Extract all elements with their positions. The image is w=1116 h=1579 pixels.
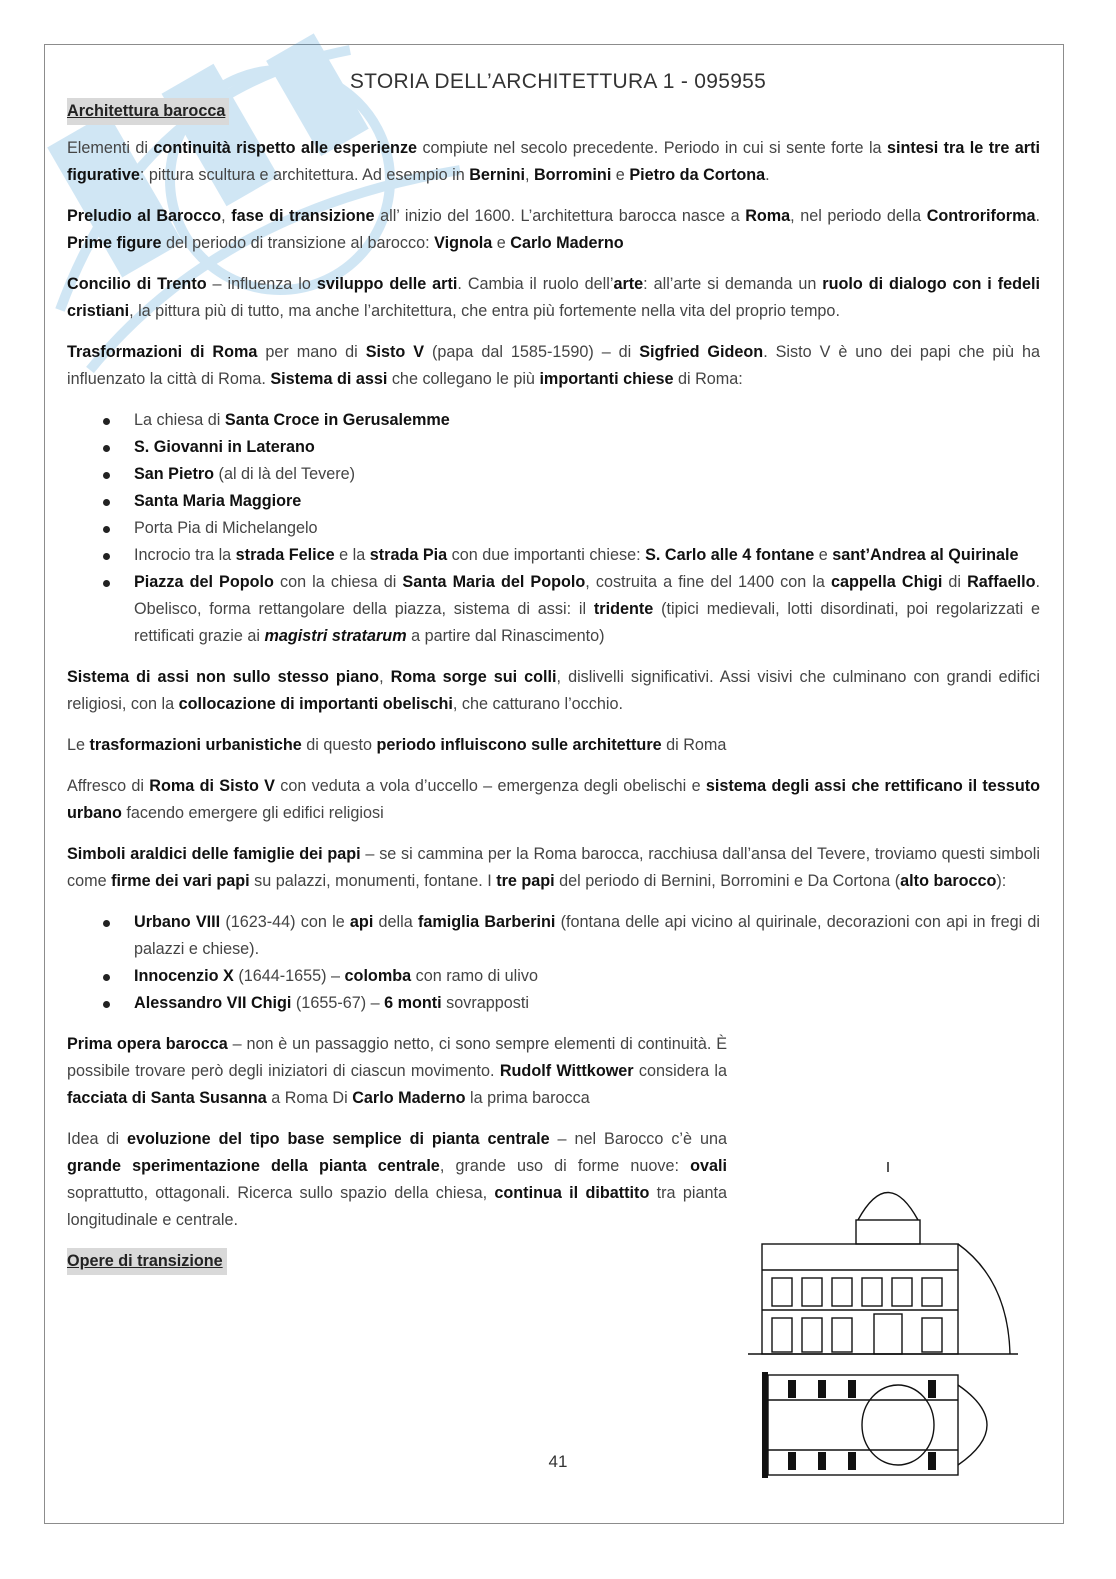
churches-list [67, 407, 1040, 650]
paragraph-sistema-assi: Sistema di assi non sullo stesso piano, Roma sorge sui colli, dislivelli significativi. Assi visivi che culminano con grandi edifici religiosi, con la collocazione di importanti obelischi, che catturano l’occhio. [67, 668, 1040, 713]
paragraph-pianta-centrale: Idea di evoluzione del tipo base semplice di pianta centrale – nel Barocco c’è una grande sperimentazione della pianta centrale, grande uso di forme nuove: ovali soprattutto, ottagonali. Ricerca sullo spazio della chiesa, continua il dibattito tra pianta longitudinale e centrale. [67, 1130, 727, 1229]
list-item: Piazza del Popolo con la chiesa di Santa Maria del Popolo, costruita a fine del 1400 con la cappella Chigi di Raffaello. Obelisco, forma rettangolare della piazza, sistema di assi: il tridente (tipici medievali, lotti disordinati, poi regolarizzati e rettificati grazie ai magistri stratarum a partire dal Rinascimento) [134, 569, 1040, 650]
document-body [67, 98, 1040, 1285]
list-item: Alessandro VII Chigi (1655-67) – 6 monti sovrapposti [134, 990, 1040, 1017]
paragraph-trasformazioni-urbanistiche: Le trasformazioni urbanistiche di questo periodo influiscono sulle architetture di Roma [67, 736, 727, 754]
paragraph-affresco: Affresco di Roma di Sisto V con veduta a vola d’uccello – emergenza degli obelischi e sistema degli assi che rettificano il tessuto urbano facendo emergere gli edifici religiosi [67, 777, 1040, 822]
list-item: Innocenzio X (1644-1655) – colomba con ramo di ulivo [134, 963, 1040, 990]
paragraph-continuita: Elementi di continuità rispetto alle esperienze compiute nel secolo precedente. Periodo in cui si sente forte la sintesi tra le tre arti figurative: pittura scultura e architettura. Ad esempio in Bernini, Borromini e Pietro da Cortona. [67, 139, 1040, 184]
list-item: Incrocio tra la strada Felice e la strada Pia con due importanti chiese: S. Carlo alle 4 fontane e sant’Andrea al Quirinale [134, 542, 1040, 569]
popes-list [67, 909, 1040, 1017]
list-item: Porta Pia di Michelangelo [134, 515, 1040, 542]
page-header: STORIA DELL’ARCHITETTURA 1 - 095955 [349, 70, 767, 93]
list-item: S. Giovanni in Laterano [134, 434, 1040, 461]
list-item: Urbano VIII (1623-44) con le api della famiglia Barberini (fontana delle api vicino al quirinale, decorazioni con api in fregi di palazzi e chiese). [134, 909, 1040, 963]
section-title-architettura-barocca: Architettura barocca [67, 98, 229, 125]
paragraph-simboli-araldici: Simboli araldici delle famiglie dei papi – se si cammina per la Roma barocca, racchiusa dall’ansa del Tevere, troviamo questi simboli come firme dei vari papi su palazzi, monumenti, fontane. I tre papi del periodo di Bernini, Borromini e Da Cortona (alto barocco): [67, 845, 1040, 890]
section-title-opere-transizione: Opere di transizione [67, 1248, 227, 1275]
list-item: Santa Maria Maggiore [134, 488, 1040, 515]
paragraph-preludio: Preludio al Barocco, fase di transizione all’ inizio del 1600. L’architettura barocca nasce a Roma, nel periodo della Controriforma. Prime figure del periodo di transizione al barocco: Vignola e Carlo Maderno [67, 207, 1041, 252]
paragraph-concilio: Concilio di Trento – influenza lo sviluppo delle arti. Cambia il ruolo dell’arte: all’arte si demanda un ruolo di dialogo con i fedeli cristiani, la pittura più di tutto, ma anche l’architettura, che entra più fortemente nella vita del proprio tempo. [67, 275, 1041, 320]
page-number: 41 [548, 1452, 568, 1471]
paragraph-prima-opera: Prima opera barocca – non è un passaggio netto, ci sono sempre elementi di continuità. È possibile trovare però degli iniziatori di ciascun movimento. Rudolf Wittkower considera la facciata di Santa Susanna a Roma Di Carlo Maderno la prima barocca [67, 1035, 727, 1107]
church-drawing [748, 1160, 1048, 1490]
list-item: La chiesa di Santa Croce in Gerusalemme [134, 407, 1040, 434]
paragraph-trasformazioni: Trasformazioni di Roma per mano di Sisto V (papa dal 1585-1590) – di Sigfried Gideon. Sisto V è uno dei papi che più ha influenzato la città di Roma. Sistema di assi che collegano le più importanti chiese di Roma: [67, 343, 1040, 388]
list-item: San Pietro (al di là del Tevere) [134, 461, 1040, 488]
